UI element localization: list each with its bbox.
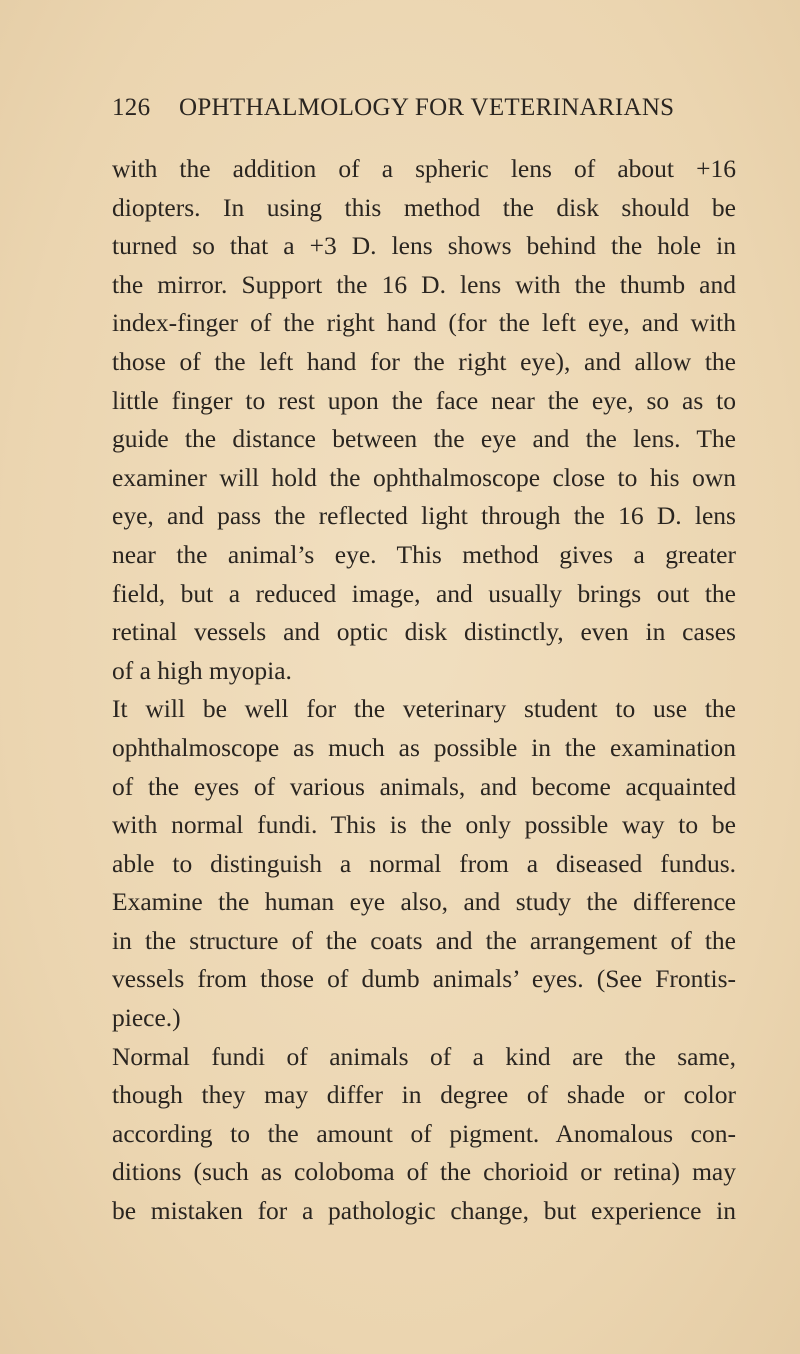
text-line: piece.) — [112, 1003, 181, 1033]
text-line: field, but a reduced image, and usually brings out the — [112, 578, 736, 608]
text-line: with the addition of a spheric lens of about +16 — [112, 154, 736, 183]
text-line: of the eyes of various animals, and become acquainted — [112, 771, 736, 801]
text-line: It will be well for the veterinary student to use the — [112, 694, 736, 724]
text-line: ditions (such as coloboma of the chorioid or retina) may — [112, 1157, 736, 1187]
running-header — [112, 94, 732, 134]
text-line: be mistaken for a pathologic change, but experience in — [112, 1196, 736, 1226]
text-line: able to distinguish a normal from a diseased fundus. — [112, 848, 736, 878]
running-title: OPHTHALMOLOGY FOR VETERINARIANS — [178, 94, 675, 121]
text-line: though they may differ in degree of shade or color — [112, 1080, 736, 1110]
text-line: diopters. In using this method the disk should be — [112, 192, 736, 222]
text-line: guide the distance between the eye and the lens. The — [112, 424, 736, 454]
text-line: retinal vessels and optic disk distinctly, even in cases — [112, 617, 736, 647]
text-line: according to the amount of pigment. Anomalous con- — [112, 1118, 736, 1148]
text-line: vessels from those of dumb animals’ eyes. (See Frontis- — [112, 964, 736, 994]
text-line: eye, and pass the reflected light through the 16 D. lens — [112, 501, 736, 531]
body-text — [112, 150, 736, 1231]
text-line: ophthalmoscope as much as possible in the examination — [112, 732, 736, 762]
text-line: with normal fundi. This is the only possible way to be — [112, 810, 736, 840]
text-line: the mirror. Support the 16 D. lens with the thumb and — [112, 269, 736, 299]
text-line: in the structure of the coats and the arrangement of the — [112, 925, 736, 955]
text-line: examiner will hold the ophthalmoscope close to his own — [112, 462, 736, 492]
text-line: Examine the human eye also, and study the difference — [112, 887, 736, 917]
text-line: turned so that a +3 D. lens shows behind the hole in — [112, 231, 736, 261]
text-line: index-finger of the right hand (for the left eye, and with — [112, 308, 736, 338]
page-number: 126 — [112, 94, 151, 121]
text-line: Normal fundi of animals of a kind are the same, — [112, 1041, 736, 1071]
text-line: of a high myopia. — [112, 655, 292, 685]
text-line: near the animal’s eye. This method gives a greater — [112, 539, 736, 569]
text-line: little finger to rest upon the face near the eye, so as to — [112, 385, 736, 415]
text-line: those of the left hand for the right eye), and allow the — [112, 346, 736, 376]
